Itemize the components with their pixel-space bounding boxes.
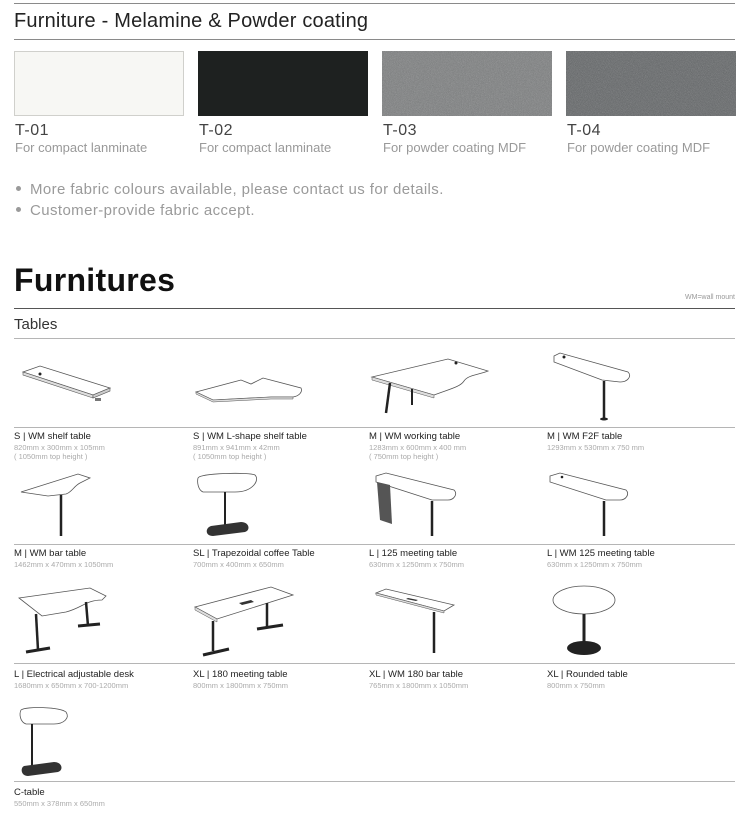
item-name: C-table [14, 787, 45, 798]
swatch-code: T-04 [567, 122, 602, 139]
working-table-icon [368, 355, 493, 417]
item-name: XL | 180 meeting table [193, 669, 288, 680]
bar-table-icon [18, 470, 98, 540]
bullet-icon [16, 186, 21, 191]
meeting-table-180-icon [193, 585, 298, 660]
material-section-title: Furniture - Melamine & Powder coating [14, 10, 369, 32]
item-name: M | WM F2F table [547, 431, 623, 442]
item-dims: 700mm x 400mm x 650mm [193, 560, 284, 569]
item-name: M | WM bar table [14, 548, 87, 559]
wall-shelf-table-icon [18, 358, 118, 410]
item-name: M | WM working table [369, 431, 461, 442]
top-divider [14, 3, 735, 4]
item-dims: 1680mm x 650mm x 700-1200mm [14, 681, 129, 690]
swatch-code: T-03 [383, 122, 418, 139]
swatch-t01-sample [14, 51, 184, 116]
f2f-table-icon [550, 350, 635, 425]
swatch-t04-sample [566, 51, 736, 116]
bar-table-180-icon [374, 587, 459, 657]
note-text: Customer-provide fabric accept. [30, 202, 255, 219]
bullet-icon [16, 207, 21, 212]
item-dims: ( 1050mm top height ) [14, 452, 88, 461]
note-text: More fabric colours available, please contact us for details. [30, 181, 444, 198]
wm-note: WM=wall mount [685, 294, 735, 301]
note-item [14, 181, 444, 198]
wm-meeting-table-125-icon [548, 470, 633, 540]
row-divider [14, 781, 735, 782]
item-name: S | WM L-shape shelf table [193, 431, 307, 442]
item-dims: ( 750mm top height ) [369, 452, 439, 461]
adjustable-desk-icon [16, 586, 111, 658]
item-name: S | WM shelf table [14, 431, 91, 442]
l-shape-shelf-table-icon [193, 370, 308, 405]
swatch-code: T-01 [15, 122, 50, 139]
furnitures-title: Furnitures [14, 262, 176, 298]
swatch-t03-sample [382, 51, 552, 116]
item-name: SL | Trapezoidal coffee Table [193, 548, 315, 559]
item-dims: 1283mm x 600mm x 400 mm [369, 443, 467, 452]
item-dims: 765mm x 1800mm x 1050mm [369, 681, 469, 690]
rounded-table-icon [550, 585, 620, 660]
row-divider [14, 663, 735, 664]
item-dims: 1462mm x 470mm x 1050mm [14, 560, 114, 569]
item-dims: 891mm x 941mm x 42mm [193, 443, 280, 452]
item-name: L | Electrical adjustable desk [14, 669, 134, 680]
item-dims: 820mm x 300mm x 105mm [14, 443, 105, 452]
item-name: L | 125 meeting table [369, 548, 458, 559]
item-dims: ( 1050mm top height ) [193, 452, 267, 461]
item-name: XL | Rounded table [547, 669, 628, 680]
swatch-code: T-02 [199, 122, 234, 139]
swatch-desc: For powder coating MDF [567, 140, 711, 155]
item-name: L | WM 125 meeting table [547, 548, 655, 559]
swatch-desc: For compact lanminate [199, 140, 332, 155]
swatch-desc: For powder coating MDF [383, 140, 527, 155]
tables-title: Tables [14, 316, 58, 333]
tables-divider [14, 338, 735, 339]
material-title-divider [14, 39, 735, 40]
item-dims: 550mm x 378mm x 650mm [14, 799, 105, 808]
note-item [14, 202, 255, 219]
swatch-t02-sample [198, 51, 368, 116]
c-table-icon [18, 704, 73, 779]
coffee-table-icon [195, 470, 265, 542]
item-dims: 800mm x 1800mm x 750mm [193, 681, 289, 690]
item-name: XL | WM 180 bar table [369, 669, 463, 680]
item-dims: 800mm x 750mm [547, 681, 605, 690]
meeting-table-125-icon [372, 470, 462, 542]
item-dims: 1293mm x 530mm x 750 mm [547, 443, 645, 452]
swatch-desc: For compact lanminate [15, 140, 148, 155]
furnitures-divider [14, 308, 735, 309]
item-dims: 630mm x 1250mm x 750mm [547, 560, 643, 569]
row-divider [14, 427, 735, 428]
row-divider [14, 544, 735, 545]
item-dims: 630mm x 1250mm x 750mm [369, 560, 465, 569]
